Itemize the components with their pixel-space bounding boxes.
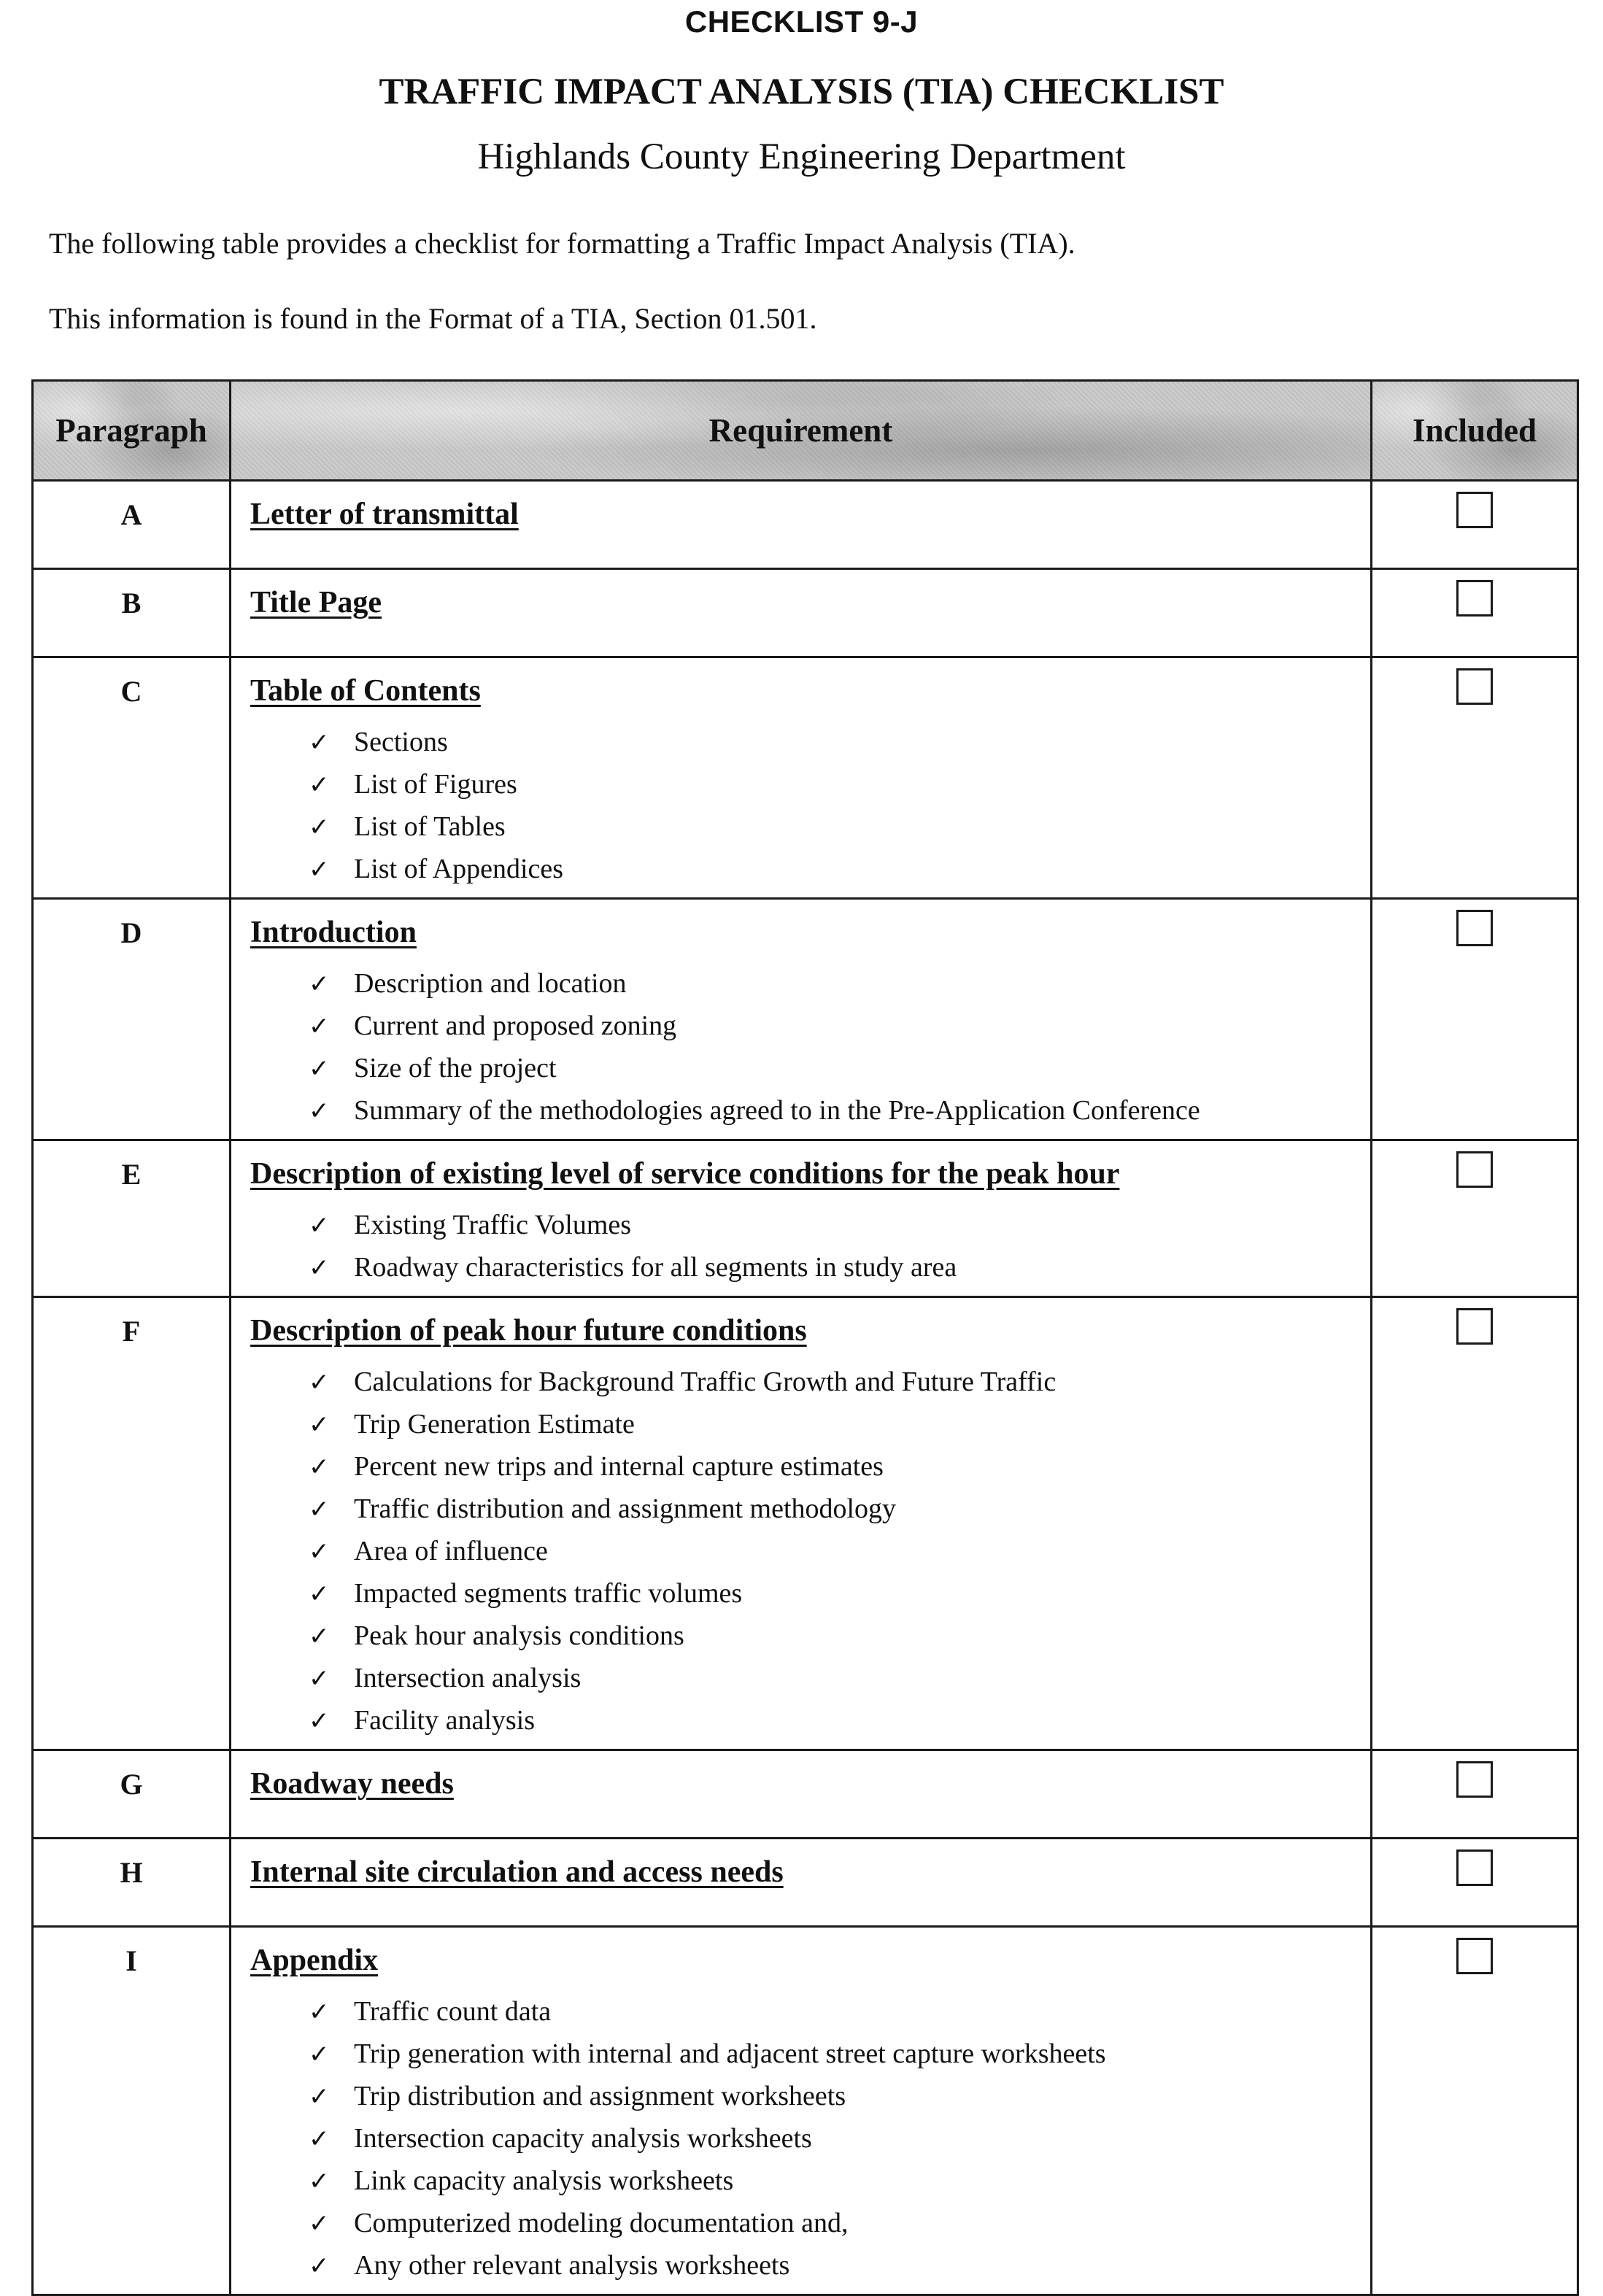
- checkmark-icon: ✓: [309, 2040, 330, 2069]
- subitem-label: Current and proposed zoning: [354, 1010, 677, 1041]
- requirement-title: Letter of transmittal: [250, 498, 519, 531]
- list-item: [250, 2160, 1370, 2202]
- table-row: [33, 1839, 1578, 1927]
- subitem-label: Computerized modeling documentation and,: [354, 2208, 849, 2238]
- checkmark-icon: ✓: [309, 855, 330, 884]
- requirement-cell: [231, 569, 1372, 657]
- included-checkbox[interactable]: [1456, 1308, 1493, 1345]
- requirement-subitems: [250, 1204, 1370, 1288]
- included-checkbox[interactable]: [1456, 910, 1493, 946]
- requirement-cell: [231, 1140, 1372, 1297]
- checkmark-icon: ✓: [309, 2082, 330, 2111]
- list-item: [250, 1361, 1370, 1403]
- subitem-label: Traffic distribution and assignment methodology: [354, 1493, 897, 1524]
- requirement-title: Description of peak hour future conditions: [250, 1314, 807, 1348]
- list-item: [250, 2033, 1370, 2075]
- checkmark-icon: ✓: [309, 2251, 330, 2281]
- included-cell: [1372, 1750, 1578, 1839]
- requirement-title: Appendix: [250, 1944, 379, 1977]
- subitem-label: Area of influence: [354, 1536, 548, 1566]
- subitem-label: Existing Traffic Volumes: [354, 1210, 632, 1240]
- list-item: [250, 805, 1370, 848]
- requirement-cell: [231, 1297, 1372, 1750]
- checkmark-icon: ✓: [309, 1410, 330, 1439]
- list-item: [250, 1204, 1370, 1246]
- checkmark-icon: ✓: [309, 770, 330, 800]
- list-item: [250, 2244, 1370, 2287]
- included-checkbox[interactable]: [1456, 1761, 1493, 1798]
- header-paragraph: Paragraph: [33, 381, 231, 481]
- included-cell: [1372, 1927, 1578, 2295]
- paragraph-letter: E: [33, 1140, 231, 1297]
- requirement-cell: [231, 1927, 1372, 2295]
- table-row: [33, 1297, 1578, 1750]
- subitem-label: Trip Generation Estimate: [354, 1409, 635, 1439]
- checkmark-icon: ✓: [309, 1054, 330, 1083]
- subitem-label: Roadway characteristics for all segments in study area: [354, 1252, 957, 1283]
- included-cell: [1372, 1140, 1578, 1297]
- checkmark-icon: ✓: [309, 1998, 330, 2027]
- subitem-label: Trip generation with internal and adjacent street capture worksheets: [354, 2038, 1106, 2069]
- table-row: [33, 1750, 1578, 1839]
- requirement-cell: [231, 657, 1372, 899]
- checkmark-icon: ✓: [309, 1453, 330, 1482]
- list-item: [250, 2202, 1370, 2244]
- list-item: [250, 2075, 1370, 2117]
- subitem-label: Peak hour analysis conditions: [354, 1620, 684, 1651]
- list-item: [250, 763, 1370, 805]
- included-cell: [1372, 899, 1578, 1140]
- list-item: [250, 1990, 1370, 2033]
- table-row: [33, 569, 1578, 657]
- included-checkbox[interactable]: [1456, 668, 1493, 705]
- checkmark-icon: ✓: [309, 1495, 330, 1524]
- paragraph-letter: F: [33, 1297, 231, 1750]
- checkmark-icon: ✓: [309, 1580, 330, 1609]
- subitem-label: List of Appendices: [354, 854, 564, 884]
- list-item: [250, 1699, 1370, 1742]
- included-cell: [1372, 1297, 1578, 1750]
- header-included: Included: [1372, 381, 1578, 481]
- included-checkbox[interactable]: [1456, 1938, 1493, 1974]
- checkmark-icon: ✓: [309, 1253, 330, 1283]
- subitem-label: Facility analysis: [354, 1705, 536, 1736]
- subitem-label: Percent new trips and internal capture estimates: [354, 1451, 884, 1482]
- list-item: [250, 848, 1370, 890]
- included-checkbox[interactable]: [1456, 1849, 1493, 1886]
- requirement-title: Title Page: [250, 586, 382, 619]
- list-item: [250, 1657, 1370, 1699]
- subitem-label: Sections: [354, 727, 448, 757]
- checkmark-icon: ✓: [309, 1537, 330, 1566]
- department-subtitle: Highlands County Engineering Department: [477, 136, 1126, 177]
- paragraph-letter: I: [33, 1927, 231, 2295]
- included-cell: [1372, 657, 1578, 899]
- checkmark-icon: ✓: [309, 1097, 330, 1126]
- included-cell: [1372, 1839, 1578, 1927]
- requirement-title: Roadway needs: [250, 1767, 454, 1801]
- subitem-label: Trip distribution and assignment worksheets: [354, 2081, 846, 2111]
- included-checkbox[interactable]: [1456, 1151, 1493, 1188]
- requirement-title: Description of existing level of service conditions for the peak hour: [250, 1157, 1120, 1191]
- requirement-subitems: [250, 721, 1370, 890]
- list-item: [250, 962, 1370, 1005]
- list-item: [250, 1530, 1370, 1572]
- subitem-label: List of Figures: [354, 769, 517, 800]
- checkmark-icon: ✓: [309, 1368, 330, 1397]
- list-item: [250, 1047, 1370, 1089]
- included-cell: [1372, 569, 1578, 657]
- checklist-number: CHECKLIST 9-J: [684, 4, 919, 39]
- subitem-label: Size of the project: [354, 1053, 557, 1083]
- checkmark-icon: ✓: [309, 1706, 330, 1736]
- requirement-subitems: [250, 1361, 1370, 1742]
- table-row: [33, 481, 1578, 569]
- list-item: [250, 1089, 1370, 1132]
- requirement-cell: [231, 1750, 1372, 1839]
- requirement-cell: [231, 899, 1372, 1140]
- paragraph-letter: D: [33, 899, 231, 1140]
- paragraph-letter: A: [33, 481, 231, 569]
- included-checkbox[interactable]: [1456, 492, 1493, 528]
- checkmark-icon: ✓: [309, 1012, 330, 1041]
- page-title: TRAFFIC IMPACT ANALYSIS (TIA) CHECKLIST: [379, 71, 1224, 112]
- list-item: [250, 1005, 1370, 1047]
- table-row: [33, 657, 1578, 899]
- included-cell: [1372, 481, 1578, 569]
- checkmark-icon: ✓: [309, 2167, 330, 2196]
- intro-text-1: The following table provides a checklist for formatting a Traffic Impact Analysis (TIA).: [49, 227, 1075, 260]
- subitem-label: Impacted segments traffic volumes: [354, 1578, 743, 1609]
- paragraph-letter: H: [33, 1839, 231, 1927]
- requirement-title: Introduction: [250, 916, 417, 949]
- requirement-cell: [231, 481, 1372, 569]
- checkmark-icon: ✓: [309, 1211, 330, 1240]
- paragraph-letter: B: [33, 569, 231, 657]
- included-checkbox[interactable]: [1456, 580, 1493, 616]
- list-item: [250, 1488, 1370, 1530]
- paragraph-letter: G: [33, 1750, 231, 1839]
- subitem-label: Link capacity analysis worksheets: [354, 2165, 734, 2196]
- checkmark-icon: ✓: [309, 813, 330, 842]
- subitem-label: Intersection capacity analysis worksheets: [354, 2123, 812, 2154]
- subitem-label: Intersection analysis: [354, 1663, 582, 1693]
- tia-checklist-table: [31, 379, 1579, 2296]
- list-item: [250, 1445, 1370, 1488]
- subitem-label: Summary of the methodologies agreed to in the Pre-Application Conference: [354, 1095, 1200, 1126]
- subitem-label: Description and location: [354, 968, 627, 999]
- checkmark-icon: ✓: [309, 2125, 330, 2154]
- list-item: [250, 1572, 1370, 1615]
- list-item: [250, 1403, 1370, 1445]
- table-row: [33, 899, 1578, 1140]
- header-requirement: Requirement: [231, 381, 1372, 481]
- subitem-label: Traffic count data: [354, 1996, 552, 2027]
- checkmark-icon: ✓: [309, 970, 330, 999]
- requirement-title: Table of Contents: [250, 674, 481, 708]
- table-row: [33, 1927, 1578, 2295]
- list-item: [250, 1246, 1370, 1288]
- table-row: [33, 1140, 1578, 1297]
- checkmark-icon: ✓: [309, 1664, 330, 1693]
- requirement-title: Internal site circulation and access needs: [250, 1855, 784, 1889]
- intro-text-2: This information is found in the Format of a TIA, Section 01.501.: [49, 302, 817, 335]
- table-body: [33, 481, 1578, 2295]
- list-item: [250, 1615, 1370, 1657]
- subitem-label: Calculations for Background Traffic Growth and Future Traffic: [354, 1367, 1057, 1397]
- table-header-row: [33, 381, 1578, 481]
- list-item: [250, 2117, 1370, 2160]
- requirement-subitems: [250, 962, 1370, 1132]
- checkmark-icon: ✓: [309, 2209, 330, 2238]
- requirement-subitems: [250, 1990, 1370, 2287]
- list-item: [250, 721, 1370, 763]
- checkmark-icon: ✓: [309, 728, 330, 757]
- requirement-cell: [231, 1839, 1372, 1927]
- checkmark-icon: ✓: [309, 1622, 330, 1651]
- subitem-label: Any other relevant analysis worksheets: [354, 2250, 790, 2281]
- paragraph-letter: C: [33, 657, 231, 899]
- subitem-label: List of Tables: [354, 811, 506, 842]
